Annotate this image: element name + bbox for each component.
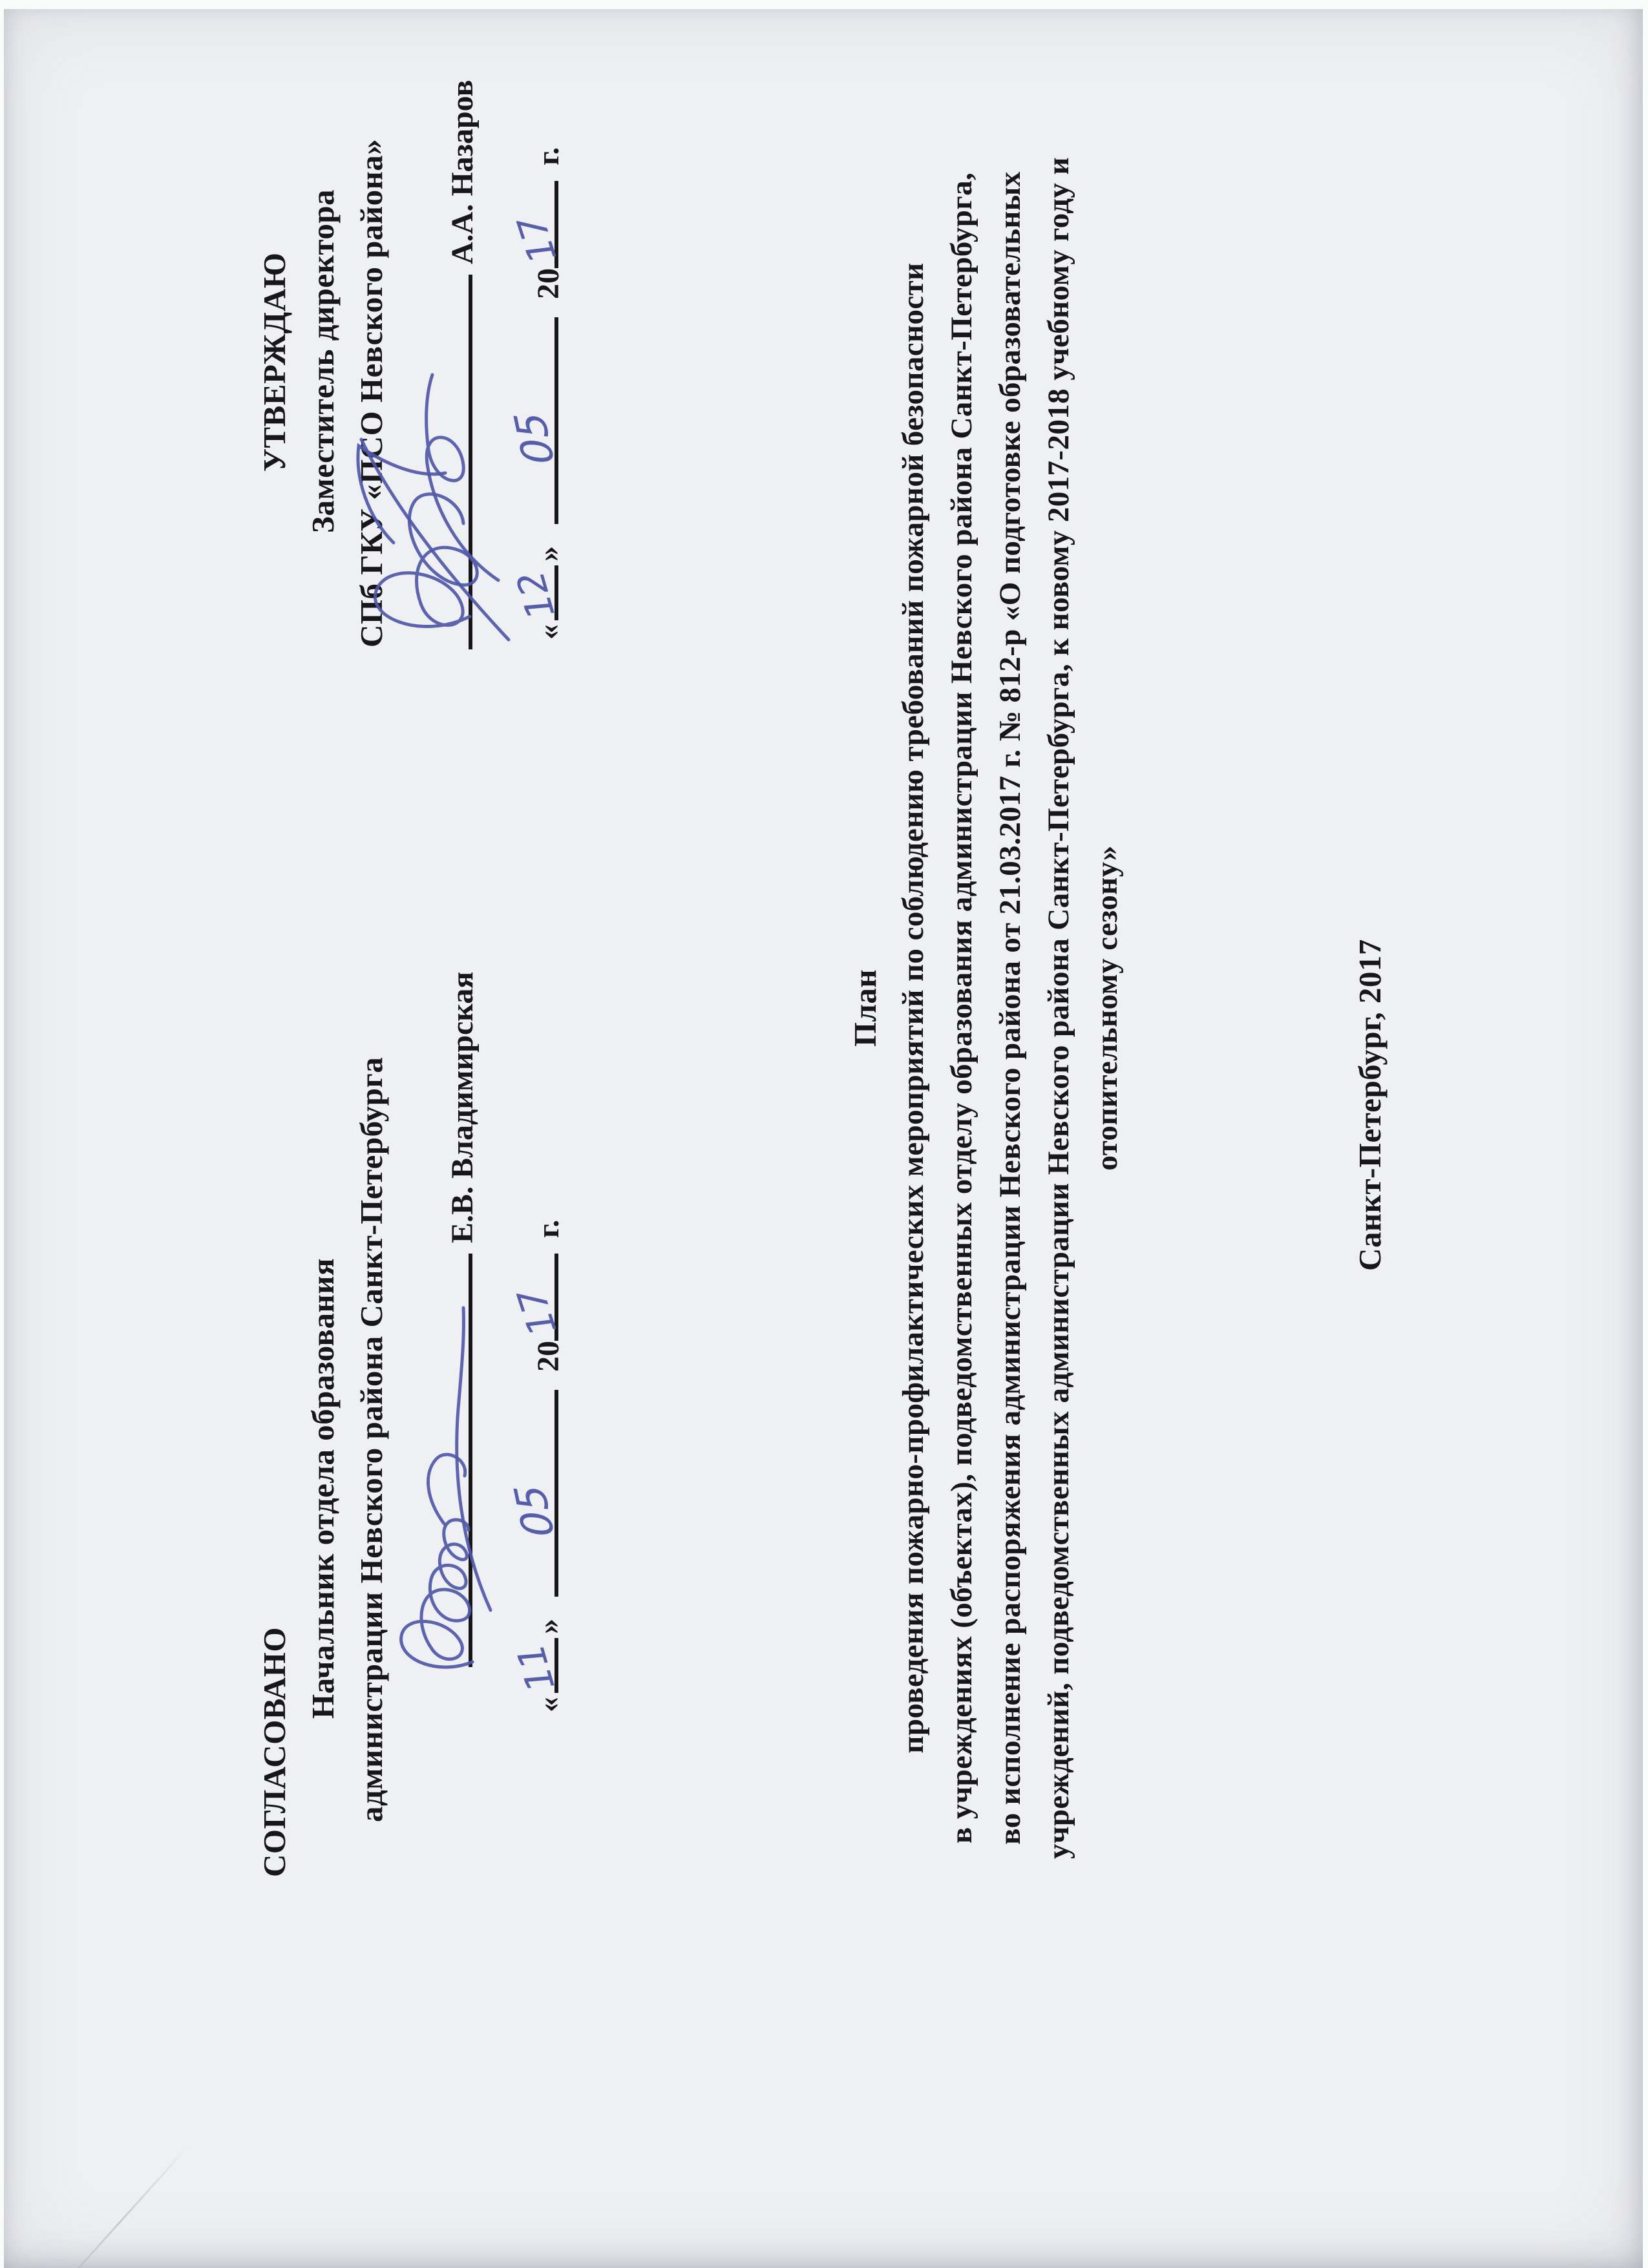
title-line-4: учреждений, подведомственных администрации Невского района Санкт-Петербурга, к новому 2017-2018 учебному году и <box>1042 157 1075 1859</box>
agreed-year-prefix: 20 <box>531 1341 565 1372</box>
approved-role-line1: Заместитель директора <box>305 189 341 533</box>
title-line-2: в учреждениях (объектах), подведомственных отделу образования администрации Невского района Санкт-Петербурга, <box>945 172 978 1844</box>
title-line-3: во исполнение распоряжения администрации Невского района от 21.03.2017 г. № 812-р «О подготовке образовательных <box>993 171 1027 1845</box>
approved-close-quote: » <box>531 546 565 562</box>
agreed-day-blank <box>508 1638 564 1697</box>
approved-year-prefix: 20 <box>531 268 565 299</box>
agreed-signee: Е.В. Владимирская <box>445 971 480 1243</box>
title-line-5: отопительному сезону» <box>1090 845 1124 1171</box>
agreed-era-label: г. <box>531 1219 565 1238</box>
agreed-heading: СОГЛАСОВАНО <box>257 1627 292 1877</box>
agreed-close-quote: » <box>531 1619 565 1634</box>
agreed-handwritten-year: 17 <box>509 1282 565 1341</box>
signature-nazarov <box>316 258 516 678</box>
approved-date-row <box>505 147 566 640</box>
approved-month-blank <box>505 317 565 524</box>
document-title: План <box>847 969 883 1047</box>
agreed-handwritten-day: 11 <box>508 1639 564 1697</box>
signature-vladimirskaya <box>361 1260 513 1686</box>
approved-heading: УТВЕРЖДАЮ <box>257 252 292 472</box>
approved-open-quote: « <box>531 624 565 640</box>
approved-day-blank <box>508 565 564 624</box>
approved-era-label: г. <box>531 147 565 165</box>
agreed-role-line1: Начальник отдела образования <box>305 1258 341 1719</box>
rotated-page-content <box>4 0 1648 2268</box>
approved-year-blank <box>509 181 565 269</box>
approved-handwritten-day: 12 <box>508 566 564 624</box>
agreed-open-quote: « <box>531 1697 565 1712</box>
approved-signee: А.А. Назаров <box>445 79 480 264</box>
agreed-handwritten-month: 05 <box>505 1483 565 1538</box>
title-line-1: проведения пожарно-профилактических мероприятий по соблюдению требований пожарной безопасности <box>896 262 930 1754</box>
title-block <box>841 6 1132 2010</box>
approved-handwritten-month: 05 <box>505 410 565 466</box>
agreed-year-blank <box>509 1254 565 1341</box>
city-year-footer: Санкт-Петербург, 2017 <box>1352 939 1388 1271</box>
agreed-date-row <box>505 1219 566 1712</box>
approved-role-line2: СПб ГКУ «ПСО Невского района» <box>354 138 389 647</box>
agreed-month-blank <box>505 1390 565 1597</box>
approved-handwritten-year: 17 <box>509 209 565 269</box>
agreed-role-line2: администрации Невского района Санкт-Петербурга <box>354 1056 389 1822</box>
